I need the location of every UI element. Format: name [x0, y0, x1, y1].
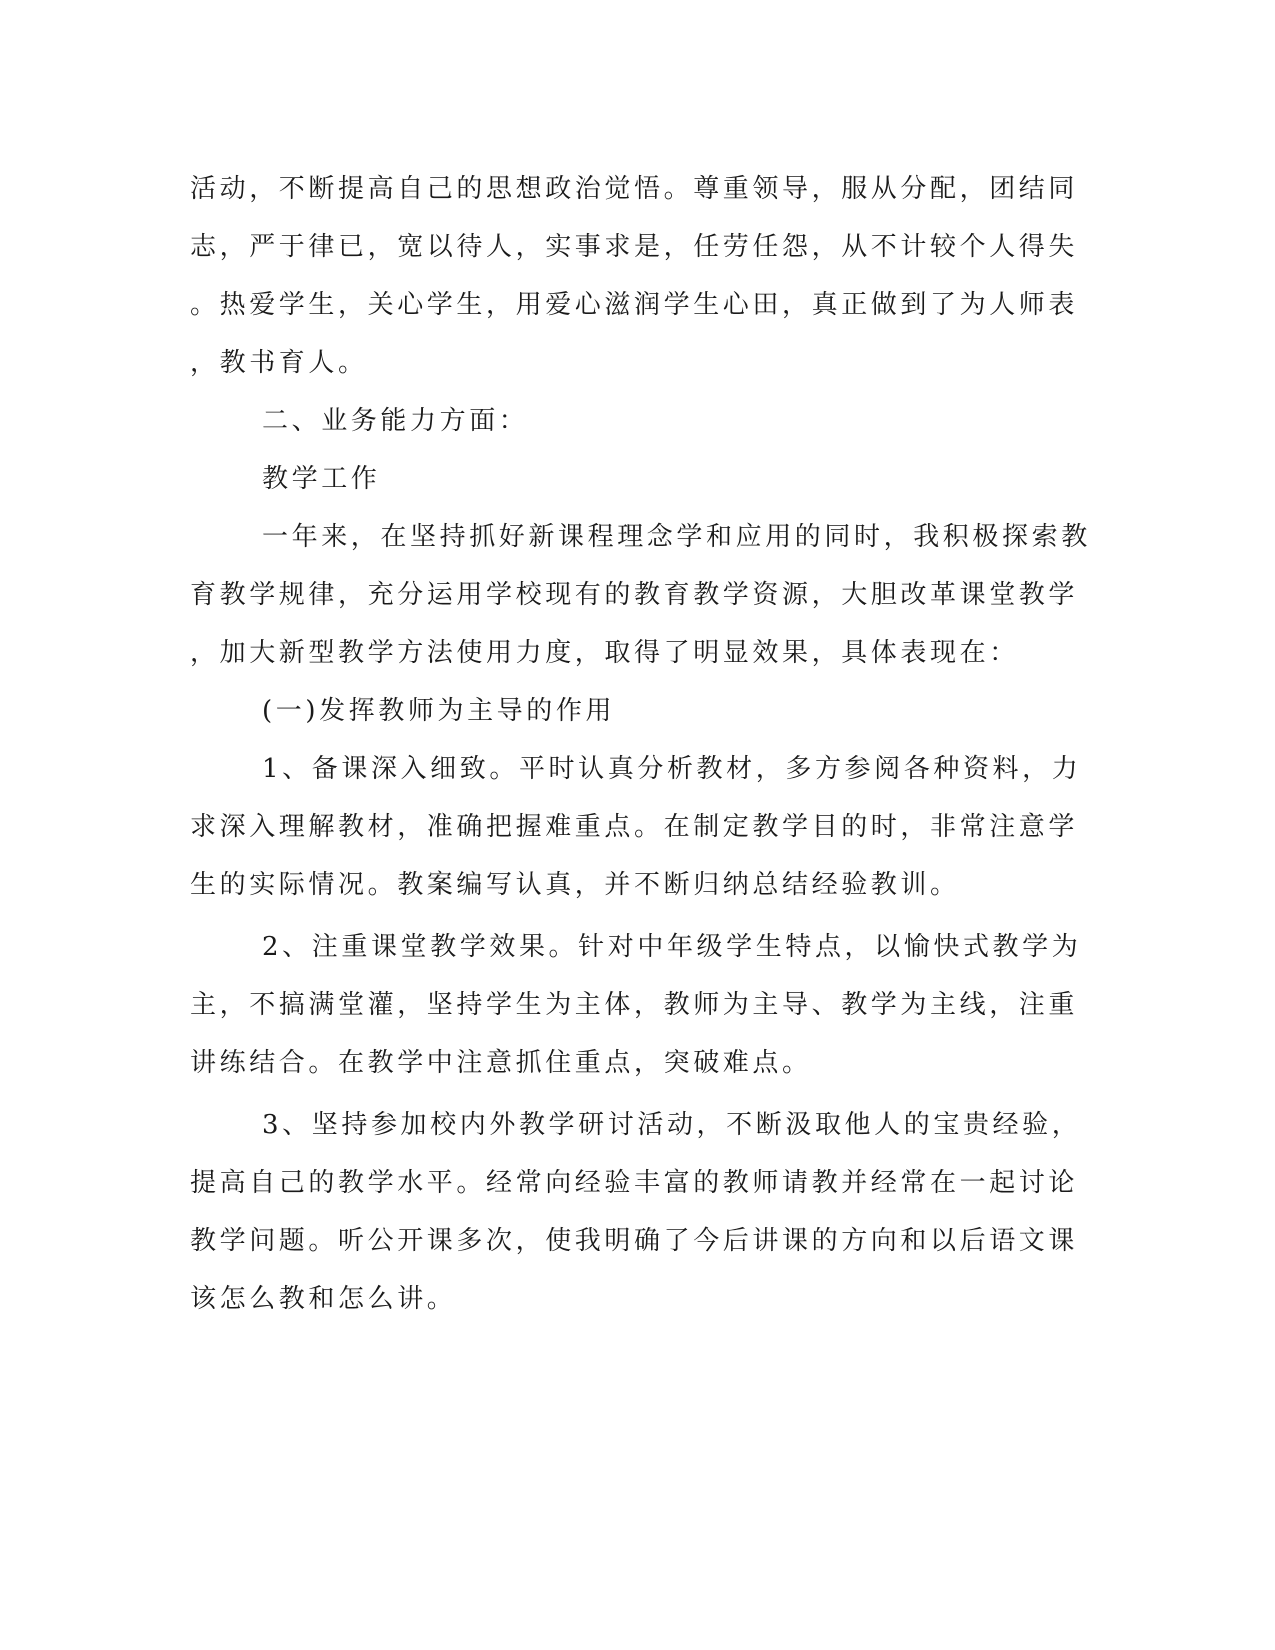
paragraph-line: 提高自己的教学水平。经常向经验丰富的教师请教并经常在一起讨论	[190, 1168, 1079, 1198]
paragraph-line: 3、坚持参加校内外教学研讨活动，不断汲取他人的宝贵经验，	[262, 1110, 1082, 1140]
paragraph-line: 。热爱学生，关心学生，用爱心滋润学生心田，真正做到了为人师表	[190, 290, 1079, 320]
paragraph-line: ，加大新型教学方法使用力度，取得了明显效果，具体表现在：	[190, 638, 1019, 668]
paragraph-line: 讲练结合。在教学中注意抓住重点，突破难点。	[190, 1048, 812, 1078]
paragraph-line: 该怎么教和怎么讲。	[190, 1284, 457, 1314]
paragraph-line: 教学问题。听公开课多次，使我明确了今后讲课的方向和以后语文课	[190, 1226, 1079, 1256]
paragraph-line: 志，严于律已，宽以待人，实事求是，任劳任怨，从不计较个人得失	[190, 232, 1079, 262]
paragraph-line: 育教学规律，充分运用学校现有的教育教学资源，大胆改革课堂教学	[190, 580, 1079, 610]
paragraph-line: 活动，不断提高自己的思想政治觉悟。尊重领导，服从分配，团结同	[190, 174, 1079, 204]
paragraph-line: 1、备课深入细致。平时认真分析教材，多方参阅各种资料，力	[262, 754, 1082, 784]
subsection-heading: (一)发挥教师为主导的作用	[262, 696, 616, 726]
subsection-heading: 教学工作	[262, 464, 381, 494]
paragraph-line: 生的实际情况。教案编写认真，并不断归纳总结经验教训。	[190, 870, 960, 900]
paragraph-line: 2、注重课堂教学效果。针对中年级学生特点，以愉快式教学为	[262, 932, 1082, 962]
paragraph-line: 一年来，在坚持抓好新课程理念学和应用的同时，我积极探索教	[262, 522, 1091, 552]
paragraph-line: 求深入理解教材，准确把握难重点。在制定教学目的时，非常注意学	[190, 812, 1079, 842]
paragraph-line: ，教书育人。	[190, 348, 368, 378]
section-heading: 二、业务能力方面：	[262, 406, 529, 436]
paragraph-line: 主，不搞满堂灌，坚持学生为主体，教师为主导、教学为主线，注重	[190, 990, 1079, 1020]
